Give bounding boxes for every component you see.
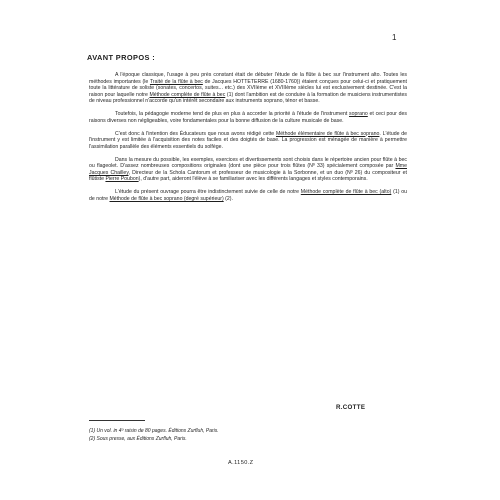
- footnote-2: (2) Sous presse, aux Éditions Zurfluh, Paris.: [89, 435, 187, 442]
- text-run: C'est donc à l'intention des Éducateurs que nous avons rédigé cette: [115, 130, 276, 137]
- text-run: (2).: [223, 195, 233, 202]
- text-run: et ceci pour des raisons diverses non négligeables, voire fondamentales pour la bonne diffusion de la culture musicale de base.: [89, 111, 407, 124]
- footnote-divider: [89, 420, 145, 421]
- underlined-title: Méthode complète de flûte à bec: [149, 91, 226, 98]
- underlined-title: Méthode de flûte à bec soprano (degré supérieur): [109, 195, 224, 202]
- text-run: de Jacques HOTTETERRE (1680-1760)) étaient conçues pour celui-ci et pratiquement toute la littérature de soliste (sonates, concertos, suites... etc.) des XVIIème et XVIIIème siècles lui est exclusivement destinée. C'est la raison pour laquelle notre: [89, 78, 407, 98]
- text-run: Dans la mesure du possible, les exemples, exercices et divertissements sont choisis dans le répertoire ancien pour flûte à bec ou flageolet. D'assez nombreuses compositions originales (dont une pièce pour trois flûtes (Nº 33) spécialement composée par: [89, 156, 407, 170]
- underlined-title: Méthode complète de flûte à bec (alto): [300, 189, 392, 196]
- underlined-title: Méthode élémentaire de flûte à bec soprano: [275, 130, 380, 137]
- text-run: A l'époque classique, l'usage à peu près constant était de débuter l'étude de la flûte à bec sur l'instrument alto. Toutes les méthodes importantes (le: [89, 72, 407, 85]
- footnotes: [89, 428, 407, 444]
- text-run: ), d'autre part, aideront l'élève à se familiariser avec les différents langages et styles contemporains.: [138, 176, 368, 183]
- paragraph-3: [89, 131, 407, 151]
- author-signature: R.COTTE: [336, 404, 366, 411]
- underlined-title: Traité de la flûte à bec: [149, 78, 203, 85]
- text-run: (1) dont l'ambition est de conduire à la formation de musiciens instrumentistes de niveau professionnel n'accorde qu'un intérêt secondaire aux instruments soprano, ténor et basse.: [89, 91, 407, 105]
- underlined-title: soprano: [349, 111, 368, 118]
- paragraph-2: [89, 111, 407, 124]
- underlined-title: Mme Jacques Chailley: [89, 163, 407, 176]
- footnote-1: (1) Un vol. in 4º raisin de 80 pages. Éditions Zurfluh, Paris.: [89, 428, 219, 434]
- foreword-body: [89, 72, 407, 208]
- heading-avant-propos: AVANT PROPOS :: [87, 53, 156, 62]
- catalog-number: A.1150.Z: [228, 460, 254, 466]
- paragraph-5: [89, 189, 407, 202]
- text-run: (1) ou de notre: [89, 189, 407, 202]
- page-number: 1: [392, 33, 397, 42]
- text-run: , Directeur de la Schola Cantorum et professeur de musicologie à la Sorbonne, et un duo (Nº 26) du compositeur et flûtiste: [89, 169, 407, 183]
- paragraph-4: [89, 157, 407, 183]
- text-run: L'étude du présent ouvrage pourra être indistinctement suivie de celle de notre: [115, 189, 301, 196]
- paragraph-1: [89, 72, 407, 105]
- text-run: Toutefois, la pédagogie moderne tend de plus en plus à accorder la priorité à l'étude de l'instrument: [115, 111, 350, 118]
- underlined-title: Pierre Poubon: [105, 176, 139, 183]
- text-run: . L'étude de l'instrument y est limitée à l'acquisition des notes faciles et des doigtés de base. La progression est ménagée de manière à permettre l'assimilation parallèle des éléments essentiels du solfège.: [89, 130, 408, 150]
